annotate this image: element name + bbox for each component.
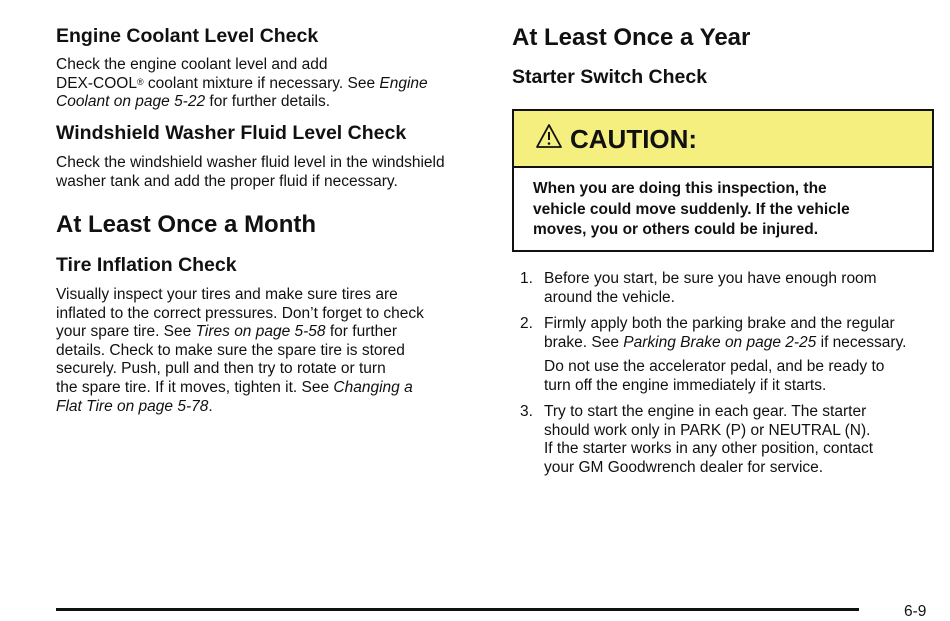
washer-paragraph <box>56 154 445 191</box>
step-line: around the vehicle. <box>544 288 675 306</box>
coolant-text: coolant mixture if necessary. See <box>143 74 380 92</box>
washer-line: Check the windshield washer fluid level in the windshield <box>56 154 445 171</box>
coolant-line: Check the engine coolant level and add <box>56 56 328 73</box>
tire-line: Visually inspect your tires and make sure tires are <box>56 286 398 303</box>
footer-rule <box>56 608 859 611</box>
tires-reference-link[interactable]: Tires on page 5-58 <box>195 323 326 341</box>
step-line: should work only in PARK (P) or NEUTRAL (N). <box>544 421 871 439</box>
coolant-heading: Engine Coolant Level Check <box>56 25 319 47</box>
caution-line: When you are doing this inspection, the <box>533 180 827 197</box>
step-line: Try to start the engine in each gear. The starter <box>544 403 867 420</box>
step-line: Firmly apply both the parking brake and the regular <box>544 315 895 332</box>
registered-mark: ® <box>136 76 144 87</box>
coolant-line <box>56 75 428 94</box>
step-note-line: turn off the engine immediately if it starts. <box>544 376 827 394</box>
step-segment: brake. See <box>544 333 624 351</box>
step-number: 2. <box>520 315 533 332</box>
dexcool-text: DEX-COOL <box>56 74 137 92</box>
tire-text: for further <box>325 323 398 341</box>
step-line: Before you start, be sure you have enough room <box>544 270 877 287</box>
step-note-text <box>544 358 884 395</box>
caution-title: CAUTION: <box>570 124 698 154</box>
step-line: If the starter works in any other position, contact <box>544 440 874 458</box>
step-number: 1. <box>520 270 533 287</box>
caution-line: moves, you or others could be injured. <box>533 221 819 238</box>
page-number: 6-9 <box>904 603 927 620</box>
year-heading: At Least Once a Year <box>512 24 751 51</box>
step-text <box>544 403 873 477</box>
tire-line <box>56 379 424 398</box>
flat-tire-reference-link[interactable]: Flat Tire on page 5-78 <box>56 397 209 415</box>
tire-heading: Tire Inflation Check <box>56 254 237 276</box>
coolant-reference-link[interactable]: Engine <box>379 74 428 92</box>
parking-brake-reference-link[interactable]: Parking Brake on page 2-25 <box>623 333 817 351</box>
tire-line: inflated to the correct pressures. Don’t forget to check <box>56 304 424 322</box>
tire-paragraph <box>56 286 424 416</box>
tire-text: the spare tire. If it moves, tighten it. See <box>56 378 334 396</box>
step-line <box>544 334 906 353</box>
month-heading: At Least Once a Month <box>56 211 317 238</box>
caution-text <box>533 179 850 241</box>
step-note-line: Do not use the accelerator pedal, and be ready to <box>544 358 885 375</box>
coolant-text: for further details. <box>205 93 331 111</box>
tire-line: details. Check to make sure the spare tire is stored <box>56 341 405 359</box>
caution-header <box>514 111 932 168</box>
caution-line: vehicle could move suddenly. If the vehicle <box>533 200 850 218</box>
step-segment: if necessary. <box>816 333 907 351</box>
tire-text: your spare tire. See <box>56 323 196 341</box>
caution-box <box>512 109 934 252</box>
washer-heading: Windshield Washer Fluid Level Check <box>56 122 407 144</box>
tire-line <box>56 323 424 342</box>
tire-line <box>56 398 424 417</box>
step-text <box>544 270 877 307</box>
step-text <box>544 315 906 352</box>
flat-tire-reference-link[interactable]: Changing a <box>333 378 413 396</box>
tire-line: securely. Push, pull and then try to rotate or turn <box>56 360 386 378</box>
step-line: your GM Goodwrench dealer for service. <box>544 458 824 476</box>
tire-text: . <box>208 397 213 415</box>
starter-heading: Starter Switch Check <box>512 66 708 88</box>
warning-triangle-icon <box>535 123 563 149</box>
step-number: 3. <box>520 403 533 420</box>
coolant-paragraph <box>56 56 428 112</box>
coolant-reference-link[interactable]: Coolant on page 5-22 <box>56 93 206 111</box>
washer-line: washer tank and add the proper fluid if necessary. <box>56 172 398 190</box>
coolant-line <box>56 93 428 112</box>
